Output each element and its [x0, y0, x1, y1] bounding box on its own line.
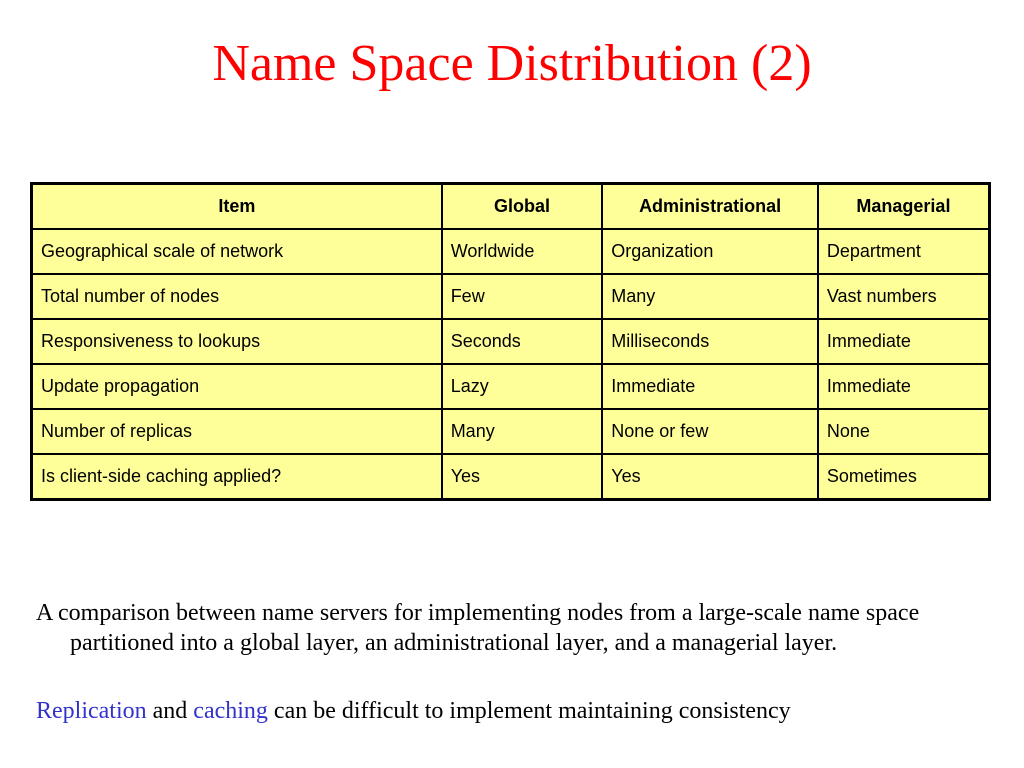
table-cell: Immediate [818, 364, 990, 409]
table-cell: Worldwide [442, 229, 603, 274]
table-cell: Yes [602, 454, 818, 500]
table-cell: Immediate [602, 364, 818, 409]
note-and: and [146, 698, 194, 724]
table-cell: Update propagation [32, 364, 442, 409]
table-cell: None [818, 409, 990, 454]
comparison-table [30, 182, 991, 501]
table-cell: Many [602, 274, 818, 319]
table-cell: Organization [602, 229, 818, 274]
table-caption: A comparison between name servers for implementing nodes from a large-scale name space partitioned into a global layer, an administrational layer, and a managerial layer. [36, 600, 920, 656]
table-cell: Few [442, 274, 603, 319]
table-cell: Seconds [442, 319, 603, 364]
consistency-note [36, 696, 1016, 726]
table-cell: Department [818, 229, 990, 274]
caching-term: caching [193, 698, 268, 724]
table-cell: Responsiveness to lookups [32, 319, 442, 364]
table-cell: Total number of nodes [32, 274, 442, 319]
table-row [32, 409, 990, 454]
header-administrational: Administrational [602, 184, 818, 230]
table-row [32, 274, 990, 319]
note-rest: can be difficult to implement maintaining consistency [267, 698, 791, 724]
table-cell: Immediate [818, 319, 990, 364]
table-row [32, 319, 990, 364]
table-cell: Geographical scale of network [32, 229, 442, 274]
table-row [32, 229, 990, 274]
table-row [32, 454, 990, 500]
table-cell: Is client-side caching applied? [32, 454, 442, 500]
table-cell: Vast numbers [818, 274, 990, 319]
table-cell: Yes [442, 454, 603, 500]
table-row [32, 364, 990, 409]
replication-term: Replication [36, 698, 147, 724]
table-cell: Lazy [442, 364, 603, 409]
table-cell: None or few [602, 409, 818, 454]
header-global: Global [442, 184, 603, 230]
header-item: Item [32, 184, 442, 230]
table-cell: Sometimes [818, 454, 990, 500]
header-managerial: Managerial [818, 184, 990, 230]
table-header-row [32, 184, 990, 230]
table-cell: Milliseconds [602, 319, 818, 364]
table-cell: Number of replicas [32, 409, 442, 454]
slide-title: Name Space Distribution (2) [212, 35, 812, 92]
table-cell: Many [442, 409, 603, 454]
